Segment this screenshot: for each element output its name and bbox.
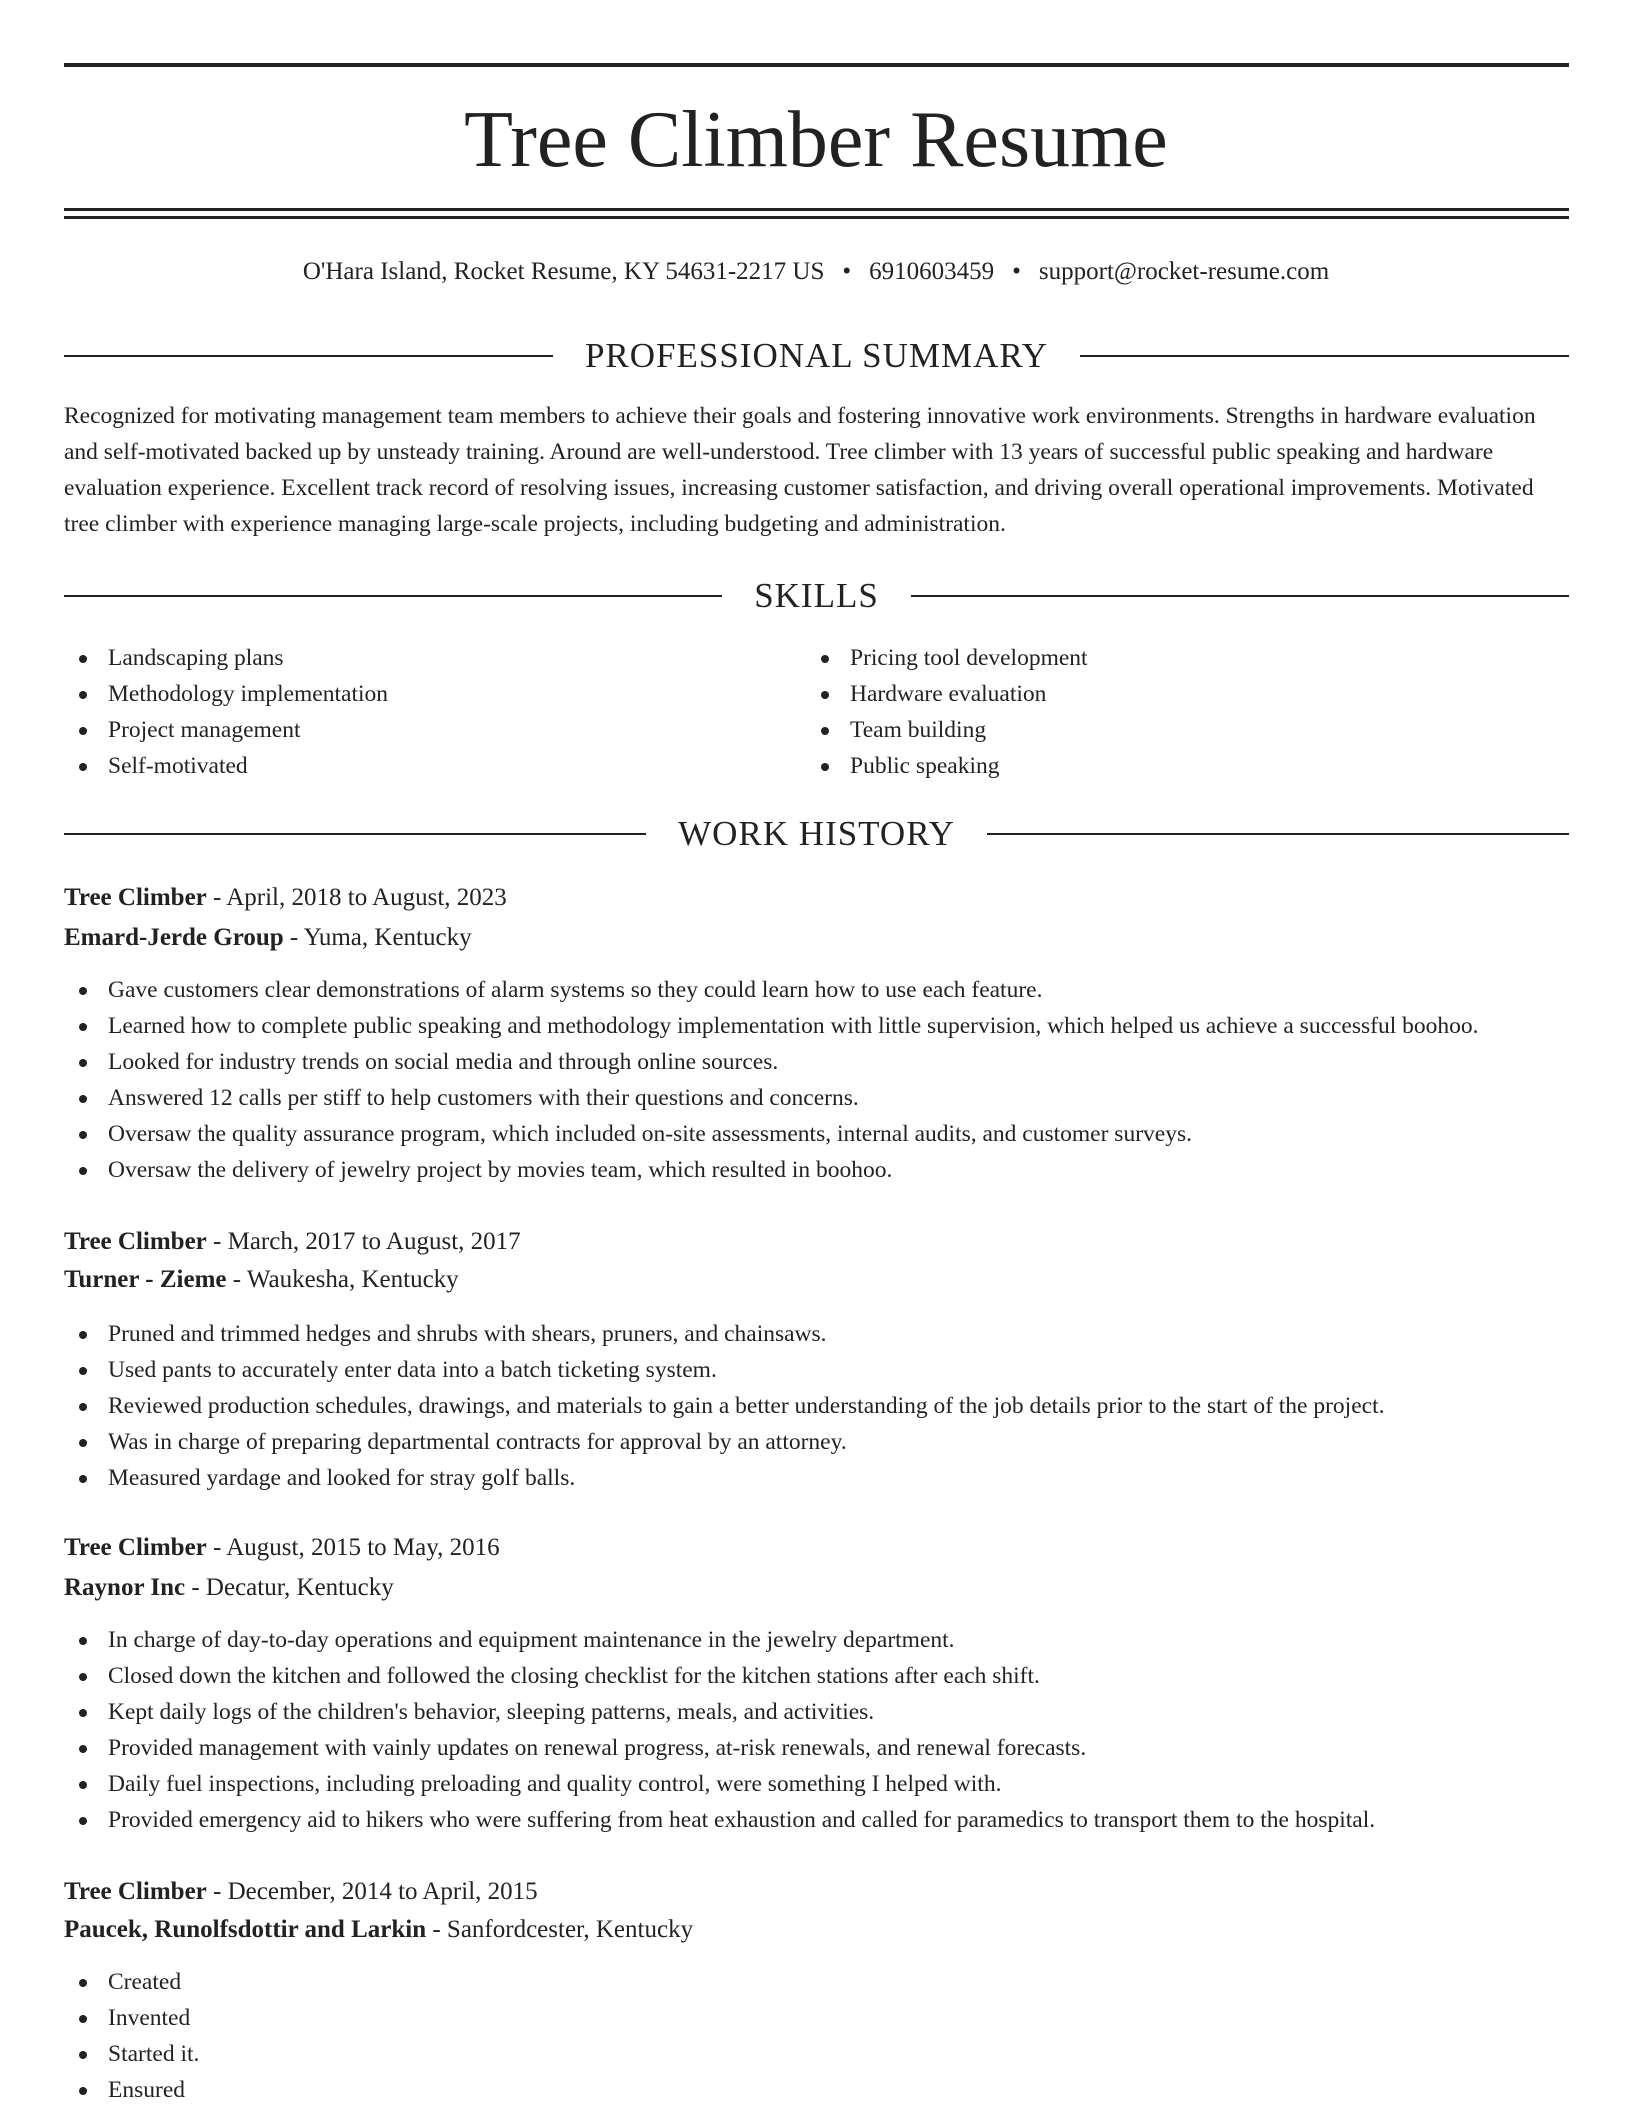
job-title-line — [64, 1530, 500, 1566]
job-bullet: Pruned and trimmed hedges and shrubs with shears, pruners, and chainsaws. — [64, 1316, 1384, 1352]
job-dates: - April, 2018 to August, 2023 — [206, 884, 507, 911]
job-company-line — [64, 1262, 459, 1298]
skill-item: Landscaping plans — [64, 640, 388, 676]
job-title: Tree Climber — [64, 1534, 207, 1561]
job-bullet: Ensured — [64, 2072, 199, 2108]
job-bullets — [64, 1964, 199, 2108]
section-title: WORK HISTORY — [678, 814, 955, 853]
job-company-line — [64, 1570, 394, 1606]
job-title-line — [64, 1874, 538, 1910]
job-bullet: In charge of day-to-day operations and equipment maintenance in the jewelry department. — [64, 1622, 1375, 1658]
job-title: Tree Climber — [64, 1878, 207, 1905]
job-dates: - March, 2017 to August, 2017 — [206, 1228, 521, 1255]
contact-phone: 6910603459 — [869, 258, 995, 285]
heading-rule-right — [1080, 355, 1569, 357]
job-bullet: Closed down the kitchen and followed the closing checklist for the kitchen stations after each shift. — [64, 1658, 1375, 1694]
heading-rule-left — [64, 833, 646, 835]
job-bullet: Reviewed production schedules, drawings, and materials to gain a better understanding of the job details prior to the start of the project. — [64, 1388, 1384, 1424]
job-company: Raynor Inc — [64, 1574, 186, 1601]
contact-email: support@rocket-resume.com — [1038, 258, 1330, 285]
job-company-line — [64, 1912, 693, 1948]
heading-rule-left — [64, 595, 722, 597]
section-heading-summary — [64, 332, 1569, 380]
job-bullet: Used pants to accurately enter data into a batch ticketing system. — [64, 1352, 1384, 1388]
section-title: PROFESSIONAL SUMMARY — [584, 336, 1049, 375]
skill-item: Hardware evaluation — [806, 676, 1088, 712]
job-dates: - December, 2014 to April, 2015 — [206, 1878, 538, 1905]
job-bullet: Was in charge of preparing departmental contracts for approval by an attorney. — [64, 1424, 1384, 1460]
header-double-rule-upper — [64, 208, 1569, 211]
job-bullets — [64, 1622, 1375, 1838]
job-bullet: Created — [64, 1964, 199, 2000]
job-bullets — [64, 1316, 1384, 1496]
job-bullet: Answered 12 calls per stiff to help customers with their questions and concerns. — [64, 1080, 1479, 1116]
resume-title: Tree Climber Resume — [464, 96, 1168, 184]
job-bullet: Oversaw the delivery of jewelry project by movies team, which resulted in boohoo. — [64, 1152, 1479, 1188]
heading-rule-right — [911, 595, 1569, 597]
section-heading-work-history — [64, 810, 1569, 858]
job-location: - Sanfordcester, Kentucky — [426, 1916, 694, 1943]
header-double-rule-lower — [64, 216, 1569, 219]
job-bullet: Gave customers clear demonstrations of alarm systems so they could learn how to use each feature. — [64, 972, 1479, 1008]
job-dates: - August, 2015 to May, 2016 — [206, 1534, 500, 1561]
job-bullet: Invented — [64, 2000, 199, 2036]
job-company: Turner - Zieme — [64, 1266, 227, 1293]
contact-address: O'Hara Island, Rocket Resume, KY 54631-2217 US — [302, 258, 825, 285]
job-bullet: Oversaw the quality assurance program, which included on-site assessments, internal audits, and customer surveys. — [64, 1116, 1479, 1152]
job-title: Tree Climber — [64, 1228, 207, 1255]
skill-item: Public speaking — [806, 748, 1088, 784]
job-location: - Waukesha, Kentucky — [226, 1266, 459, 1293]
job-company: Paucek, Runolfsdottir and Larkin — [64, 1916, 427, 1943]
job-bullet: Looked for industry trends on social media and through online sources. — [64, 1044, 1479, 1080]
section-title: SKILLS — [754, 576, 879, 615]
heading-rule-right — [987, 833, 1569, 835]
job-title: Tree Climber — [64, 884, 207, 911]
skills-list-right — [806, 640, 1088, 784]
skill-item: Methodology implementation — [64, 676, 388, 712]
job-bullet: Daily fuel inspections, including preloading and quality control, were something I helped with. — [64, 1766, 1375, 1802]
job-bullet: Provided management with vainly updates on renewal progress, at-risk renewals, and renewal forecasts. — [64, 1730, 1375, 1766]
skill-item: Pricing tool development — [806, 640, 1088, 676]
contact-separator: • — [1012, 258, 1021, 285]
contact-line — [0, 254, 1632, 290]
skill-item: Team building — [806, 712, 1088, 748]
skill-item: Self-motivated — [64, 748, 388, 784]
job-title-line — [64, 880, 507, 916]
job-location: - Decatur, Kentucky — [185, 1574, 394, 1601]
job-bullet: Started it. — [64, 2036, 199, 2072]
job-bullets — [64, 972, 1479, 1188]
header-top-rule — [64, 63, 1569, 67]
skills-list-left — [64, 640, 388, 784]
job-company-line — [64, 920, 472, 956]
professional-summary-text: Recognized for motivating management team members to achieve their goals and fostering innovative work environments. Strengths in hardware evaluation and self-motivated backed up by unsteady training. Around are well-understood. Tree climber with 13 years of successful public speaking and hardware evaluation experience. Excellent track record of resolving issues, increasing customer satisfaction, and driving overall operational improvements. Motivated tree climber with experience managing large-scale projects, including budgeting and administration. — [64, 403, 1536, 537]
job-bullet: Provided emergency aid to hikers who were suffering from heat exhaustion and called for paramedics to transport them to the hospital. — [64, 1802, 1375, 1838]
job-bullet: Kept daily logs of the children's behavior, sleeping patterns, meals, and activities. — [64, 1694, 1375, 1730]
contact-separator: • — [842, 258, 852, 285]
job-bullet: Learned how to complete public speaking and methodology implementation with little supervision, which helped us achieve a successful boohoo. — [64, 1008, 1479, 1044]
job-bullet: Measured yardage and looked for stray golf balls. — [64, 1460, 1384, 1496]
job-location: - Yuma, Kentucky — [283, 924, 472, 951]
skill-item: Project management — [64, 712, 388, 748]
section-heading-skills — [64, 572, 1569, 620]
heading-rule-left — [64, 355, 553, 357]
job-title-line — [64, 1224, 521, 1260]
job-company: Emard-Jerde Group — [64, 924, 284, 951]
